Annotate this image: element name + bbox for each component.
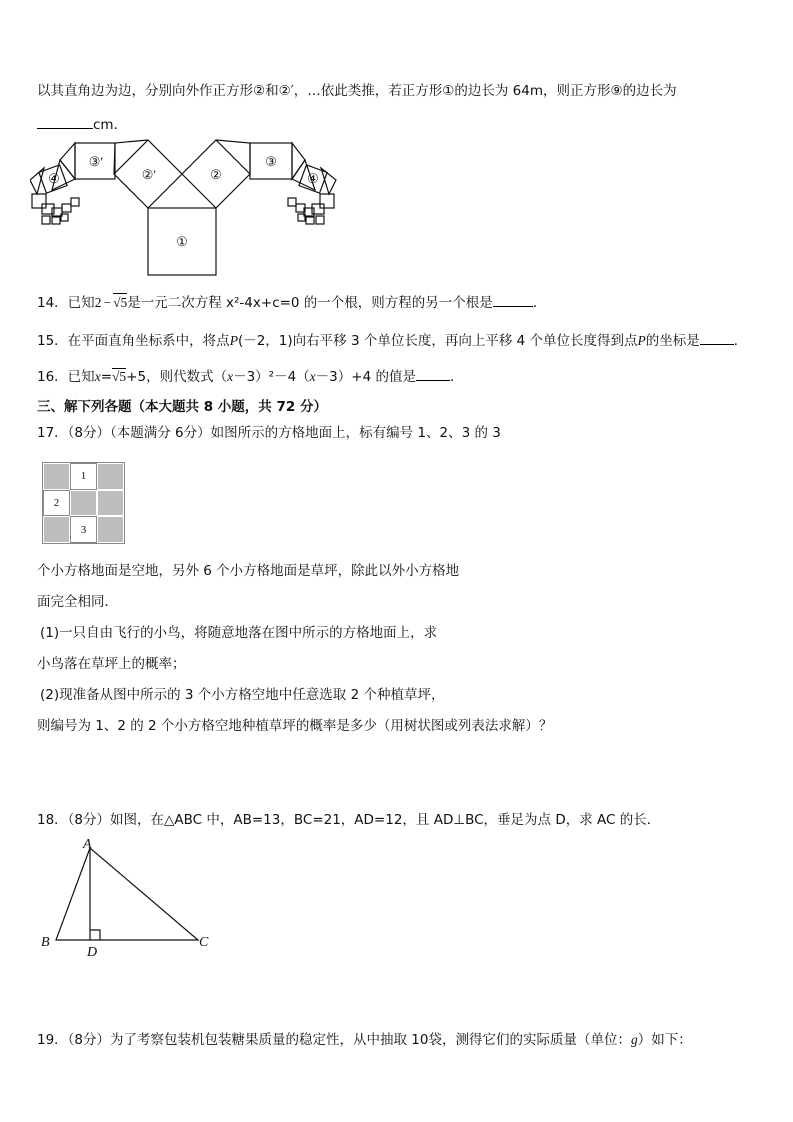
q17-line1: 17．（8分）（本题满分 6分）如图所示的方格地面上，标有编号 1、2、3 的 3 <box>37 425 501 441</box>
q19-text: 19．（8分）为了考察包装机包装糖果质量的稳定性，从中抽取 10袋，测得它们的实际质量（单位： <box>37 1032 631 1048</box>
q16-var2: x <box>227 369 234 384</box>
q14-expr-a: 2 <box>94 295 102 310</box>
q17-line5: 小鸟落在草坪上的概率； <box>37 656 186 672</box>
grid-cell-3: 3 <box>70 516 97 543</box>
q16-var3: x <box>309 369 316 384</box>
triangle-abc <box>56 848 198 940</box>
q19-line1 <box>37 1030 692 1050</box>
q19-text-end: ）如下： <box>637 1032 692 1048</box>
q14-minus: − <box>103 295 112 310</box>
q16-answer-blank[interactable] <box>416 366 450 381</box>
label-sq3p: ③′ <box>88 154 104 169</box>
q16-var: x <box>94 369 101 384</box>
grid-cell-1: 1 <box>70 463 97 490</box>
q15-text3: 的坐标是 <box>645 333 700 349</box>
label-sq2: ② <box>210 167 222 182</box>
q15-point: P <box>229 333 238 348</box>
q15-answer-blank[interactable] <box>700 330 734 345</box>
grid-cell-grass <box>97 463 124 490</box>
q16-plus: +5，则代数式（ <box>126 369 228 385</box>
label-sq1: ① <box>176 234 188 249</box>
q13-answer-blank[interactable] <box>37 114 93 129</box>
q13-answer-line <box>37 114 127 135</box>
q14-answer-blank[interactable] <box>493 292 533 307</box>
q18-line1: 18．（8分）如图，在△ABC 中，AB=13，BC=21，AD=12，且 AD⊥BC，垂足为点 D，求 AC 的长． <box>37 812 661 828</box>
q15-text1: 15．在平面直角坐标系中，将点 <box>37 333 230 349</box>
grid-cell-2: 2 <box>43 490 70 517</box>
label-sq4: ④ <box>307 171 319 186</box>
q15-end: ． <box>733 333 748 349</box>
grid-cell-grass <box>97 490 124 517</box>
label-sq4p: ④ <box>48 171 60 186</box>
q17-line2: 个小方格地面是空地，另外 6 个小方格地面是草坪，除此以外小方格地 <box>37 563 460 579</box>
q16-text <box>37 366 463 387</box>
grid-cell-grass <box>97 516 124 543</box>
q14-text <box>37 292 546 313</box>
q17-line6: (2)现准备从图中所示的 3 个小方格空地中任意选取 2 个种植草坪， <box>40 687 445 703</box>
q16-prefix: 16．已知 <box>37 369 95 385</box>
grid-cell-grass <box>43 463 70 490</box>
right-angle-mark <box>90 930 100 940</box>
q16-sqrt: √5 <box>112 369 127 384</box>
q16-end: ． <box>449 369 464 385</box>
q16-root: 5 <box>119 369 127 384</box>
vertex-label-a: A <box>83 837 92 852</box>
vertex-label-d: D <box>87 945 98 960</box>
label-sq3: ③ <box>265 154 277 169</box>
q15-text <box>37 330 747 351</box>
vertex-label-c: C <box>199 935 209 950</box>
pythagoras-tree-figure <box>30 138 340 278</box>
q17-line7: 则编号为 1、2 的 2 个小方格空地种植草坪的概率是多少（用树状图或列表法求解）？ <box>37 718 553 734</box>
label-sq2p: ②′ <box>141 167 157 182</box>
vertex-label-b: B <box>41 935 50 950</box>
q16-tail: －3）+4 的值是 <box>315 369 416 385</box>
q15-text2: (－2，1)向右平移 3 个单位长度，再向上平移 4 个单位长度得到点 <box>237 333 638 349</box>
grid-cell-grass <box>43 516 70 543</box>
q16-eq: = <box>100 369 112 385</box>
q19-unit: g <box>631 1032 638 1047</box>
grid-cell-grass <box>70 490 97 517</box>
triangle-figure <box>36 834 226 964</box>
q17-line3: 面完全相同． <box>37 594 118 610</box>
q14-suffix: 是一元二次方程 x²-4x+c=0 的一个根，则方程的另一个根是 <box>127 295 493 311</box>
q13-text-line1: 以其直角边为边，分别向外作正方形②和②′，…依此类推，若正方形①的边长为 64m，则正方形⑨的边长为 <box>37 83 677 99</box>
q13-unit: cm． <box>93 117 128 133</box>
q16-mid: －3）²－4（ <box>233 369 310 385</box>
q14-prefix: 14．已知 <box>37 295 95 311</box>
q14-sqrt: √5 <box>113 295 128 310</box>
q14-expr-b: 5 <box>120 295 128 310</box>
q17-grid <box>42 462 125 544</box>
q14-end: ． <box>532 295 547 311</box>
q17-line4: (1)一只自由飞行的小鸟，将随意地落在图中所示的方格地面上，求 <box>40 625 438 641</box>
section-heading: 三、解下列各题（本大题共 8 小题，共 72 分） <box>37 399 327 415</box>
q15-point2: P <box>637 333 646 348</box>
